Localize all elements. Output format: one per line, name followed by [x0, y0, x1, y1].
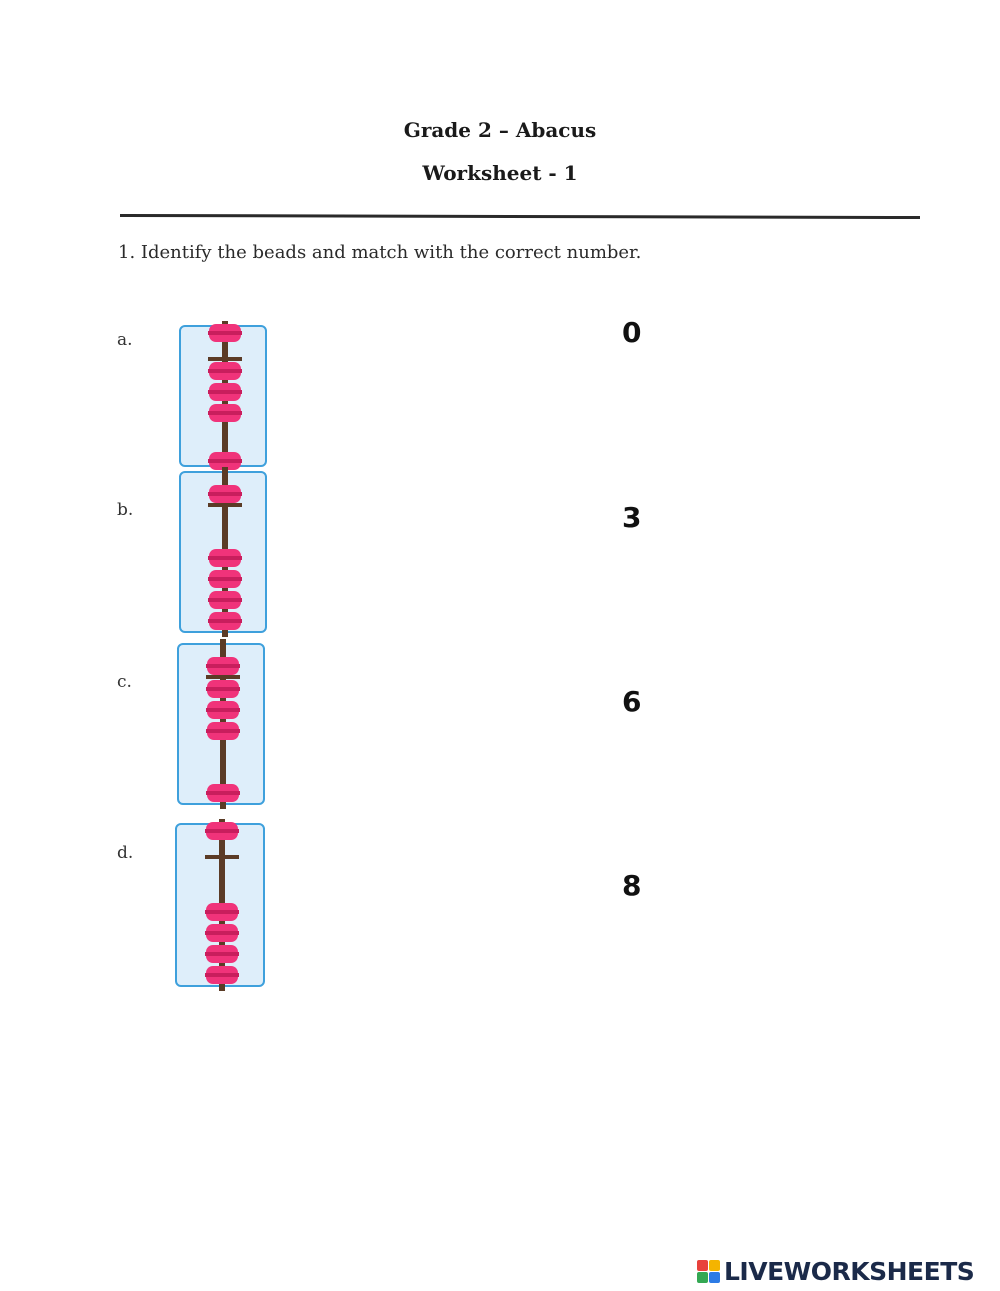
item-label-b: b. — [117, 500, 134, 520]
lower-bead — [206, 701, 240, 719]
answer-number-6[interactable]: 6 — [622, 685, 642, 718]
lower-bead — [205, 903, 239, 921]
lower-bead — [208, 570, 242, 588]
lower-bead — [208, 549, 242, 567]
abacus-a-rod — [181, 321, 269, 477]
liveworksheets-brand — [697, 1256, 974, 1286]
liveworksheets-logo-icon — [697, 1260, 720, 1283]
lower-bead — [205, 924, 239, 942]
abacus-a[interactable] — [179, 325, 267, 467]
abacus-b[interactable] — [179, 471, 267, 633]
worksheet-subtitle: Worksheet - 1 — [422, 161, 578, 185]
abacus-beam — [206, 675, 240, 679]
lower-bead — [208, 362, 242, 380]
upper-bead — [205, 822, 239, 840]
abacus-d-rod — [177, 819, 267, 991]
lower-bead — [208, 404, 242, 422]
brand-name: LIVEWORKSHEETS — [724, 1256, 975, 1286]
answer-number-8[interactable]: 8 — [622, 869, 642, 902]
answer-number-0[interactable]: 0 — [622, 316, 642, 349]
item-label-c: c. — [117, 672, 132, 692]
abacus-c-rod — [179, 639, 267, 809]
lower-bead — [208, 612, 242, 630]
lower-bead — [205, 966, 239, 984]
abacus-b-rod — [181, 467, 269, 637]
abacus-beam — [208, 503, 242, 507]
upper-bead — [206, 657, 240, 675]
item-label-d: d. — [117, 843, 134, 863]
upper-bead — [208, 324, 242, 342]
lower-bead — [206, 784, 240, 802]
abacus-beam — [205, 855, 239, 859]
abacus-beam — [208, 357, 242, 361]
item-label-a: a. — [117, 330, 133, 350]
lower-bead — [205, 945, 239, 963]
upper-bead — [208, 485, 242, 503]
lower-bead — [206, 680, 240, 698]
abacus-d[interactable] — [175, 823, 265, 987]
abacus-c[interactable] — [177, 643, 265, 805]
lower-bead — [208, 383, 242, 401]
lower-bead — [206, 722, 240, 740]
question-instruction: 1. Identify the beads and match with the correct number. — [118, 242, 642, 263]
worksheet-title: Grade 2 – Abacus — [403, 118, 597, 142]
header-divider — [120, 214, 920, 219]
answer-number-3[interactable]: 3 — [622, 501, 642, 534]
lower-bead — [208, 591, 242, 609]
